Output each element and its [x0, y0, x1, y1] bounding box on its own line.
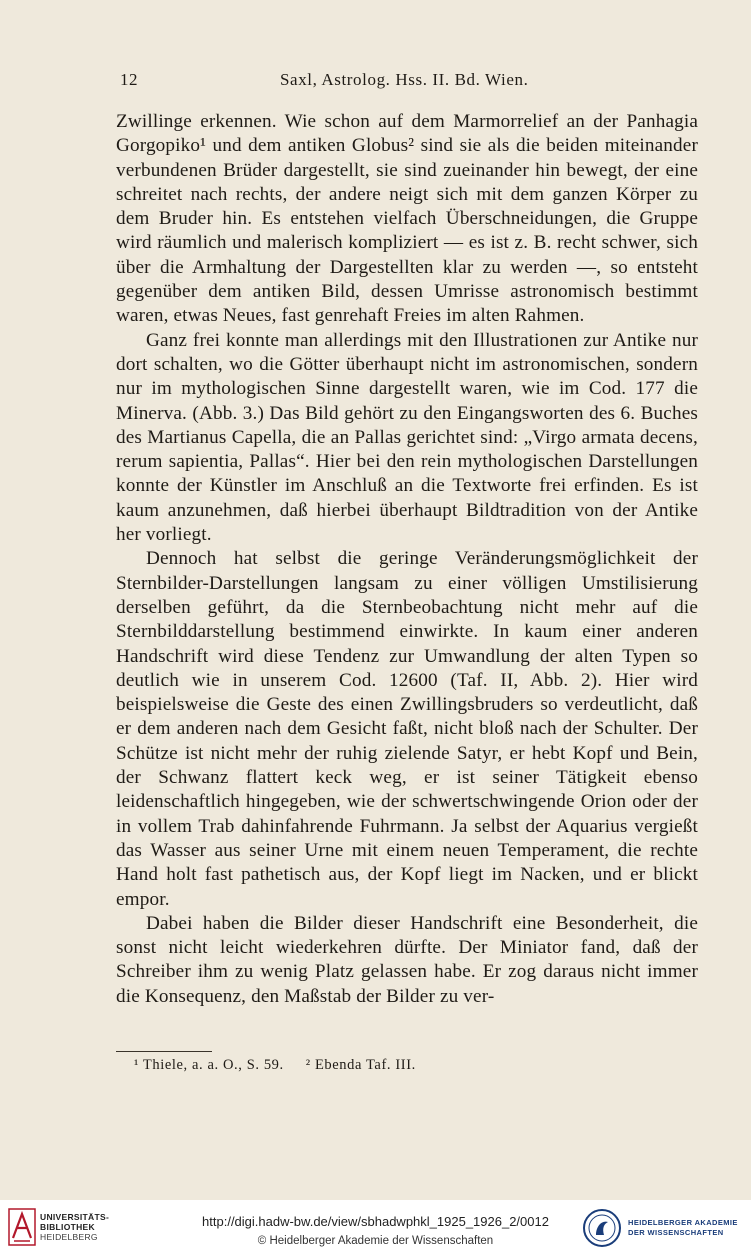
footnote-2: ² Ebenda Taf. III.: [305, 1057, 416, 1073]
paragraph-4: Dabei haben die Bilder dieser Handschrift eine Besonderheit, die sonst nicht leicht wiederkehren dürfte. Der Miniator fand, daß der Schreiber ihm zu wenig Platz gelassen habe. Er zog daraus nicht immer die Konsequenz, den Maßstab der Bilder zu ver-: [116, 912, 698, 1007]
running-title: Saxl, Astrolog. Hss. II. Bd. Wien.: [280, 70, 529, 89]
footer-bar: [0, 1200, 751, 1254]
body-text: [116, 110, 698, 1009]
paragraph-3: Dennoch hat selbst die geringe Veränderungsmöglichkeit der Sternbilder-Darstellungen langsam zu einer völligen Umstilisierung derselben geführt, da die Sternbeobachtung nicht mehr auf die Sternbilddarstellung bestimmend einwirkte. In kaum einer anderen Handschrift wird diese Tendenz zur Umwandlung der alten Typen so deutlich wie in unserem Cod. 12600 (Taf. II, Abb. 2). Hier wird beispielsweise die Geste des einen Zwillingsbruders so verdeutlicht, daß er dem anderen nach dem Gesicht faßt, nicht bloß nach der Schulter. Der Schütze ist nicht mehr der ruhig zielende Satyr, er hebt Kopf und Bein, der Schwanz flattert keck weg, er ist seiner Tätigkeit ebenso leidenschaftlich hingegeben, wie der schwertschwingende Orion oder der in vollem Trab dahinfahrende Fuhrmann. Ja selbst der Aquarius vergießt das Wasser aus seiner Urne mit einem neuen Temperament, die rechte Hand holt fast pathetisch aus, der Kopf liegt im Nacken, und er blickt empor.: [116, 548, 698, 910]
footnotes: [134, 1057, 416, 1074]
academy-name[interactable]: HEIDELBERGER AKADEMIE DER WISSENSCHAFTEN: [628, 1218, 738, 1237]
footnote-divider: [116, 1051, 212, 1052]
academy-seal-icon[interactable]: [582, 1208, 622, 1248]
page-number: 12: [120, 70, 138, 89]
paragraph-1: Zwillinge erkennen. Wie schon auf dem Marmorrelief an der Panhagia Gorgopiko¹ und dem antiken Globus² sind sie als die beiden miteinander verbundenen Brüder dargestellt, sie sind zueinander hin bewegt, der eine schreitet nach rechts, der andere neigt sich mit dem ganzen Körper zu dem Bruder hin. Es entstehen vielfach Überschneidungen, die Gruppe wird räumlich und malerisch kompliziert — es ist z. B. recht schwer, sich über die Armhaltung der Dargestellten klar zu werden —, so entsteht gegenüber dem antiken Bild, dessen Umrisse astronomisch bestimmt waren, etwas Neues, fast genrehaft Freies im alten Rahmen.: [116, 111, 698, 327]
footnote-1: ¹ Thiele, a. a. O., S. 59.: [134, 1057, 284, 1073]
permalink-url[interactable]: http://digi.hadw-bw.de/view/sbhadwphkl_1925_1926_2/0012: [202, 1214, 549, 1229]
university-library-name[interactable]: UNIVERSITÄTS- BIBLIOTHEK HEIDELBERG: [40, 1212, 110, 1242]
copyright-notice: © Heidelberger Akademie der Wissenschaften: [257, 1235, 494, 1247]
paragraph-2: Ganz frei konnte man allerdings mit den Illustrationen zur Antike nur dort schalten, wo die Götter überhaupt nicht im astronomischen, sondern nur im mythologischen Sinne dargestellt waren, wie im Cod. 177 die Minerva. (Abb. 3.) Das Bild gehört zu den Eingangsworten des 6. Buches des Martianus Capella, die an Pallas gerichtet sind: „Virgo armata decens, rerum sapientia, Pallas“. Hier bei den rein mythologischen Darstellungen konnte der Künstler im Anschluß an die Textworte frei erfinden. Es ist kaum anzunehmen, daß hierbei überhaupt Bildtradition von der Antike her vorliegt.: [116, 329, 698, 546]
